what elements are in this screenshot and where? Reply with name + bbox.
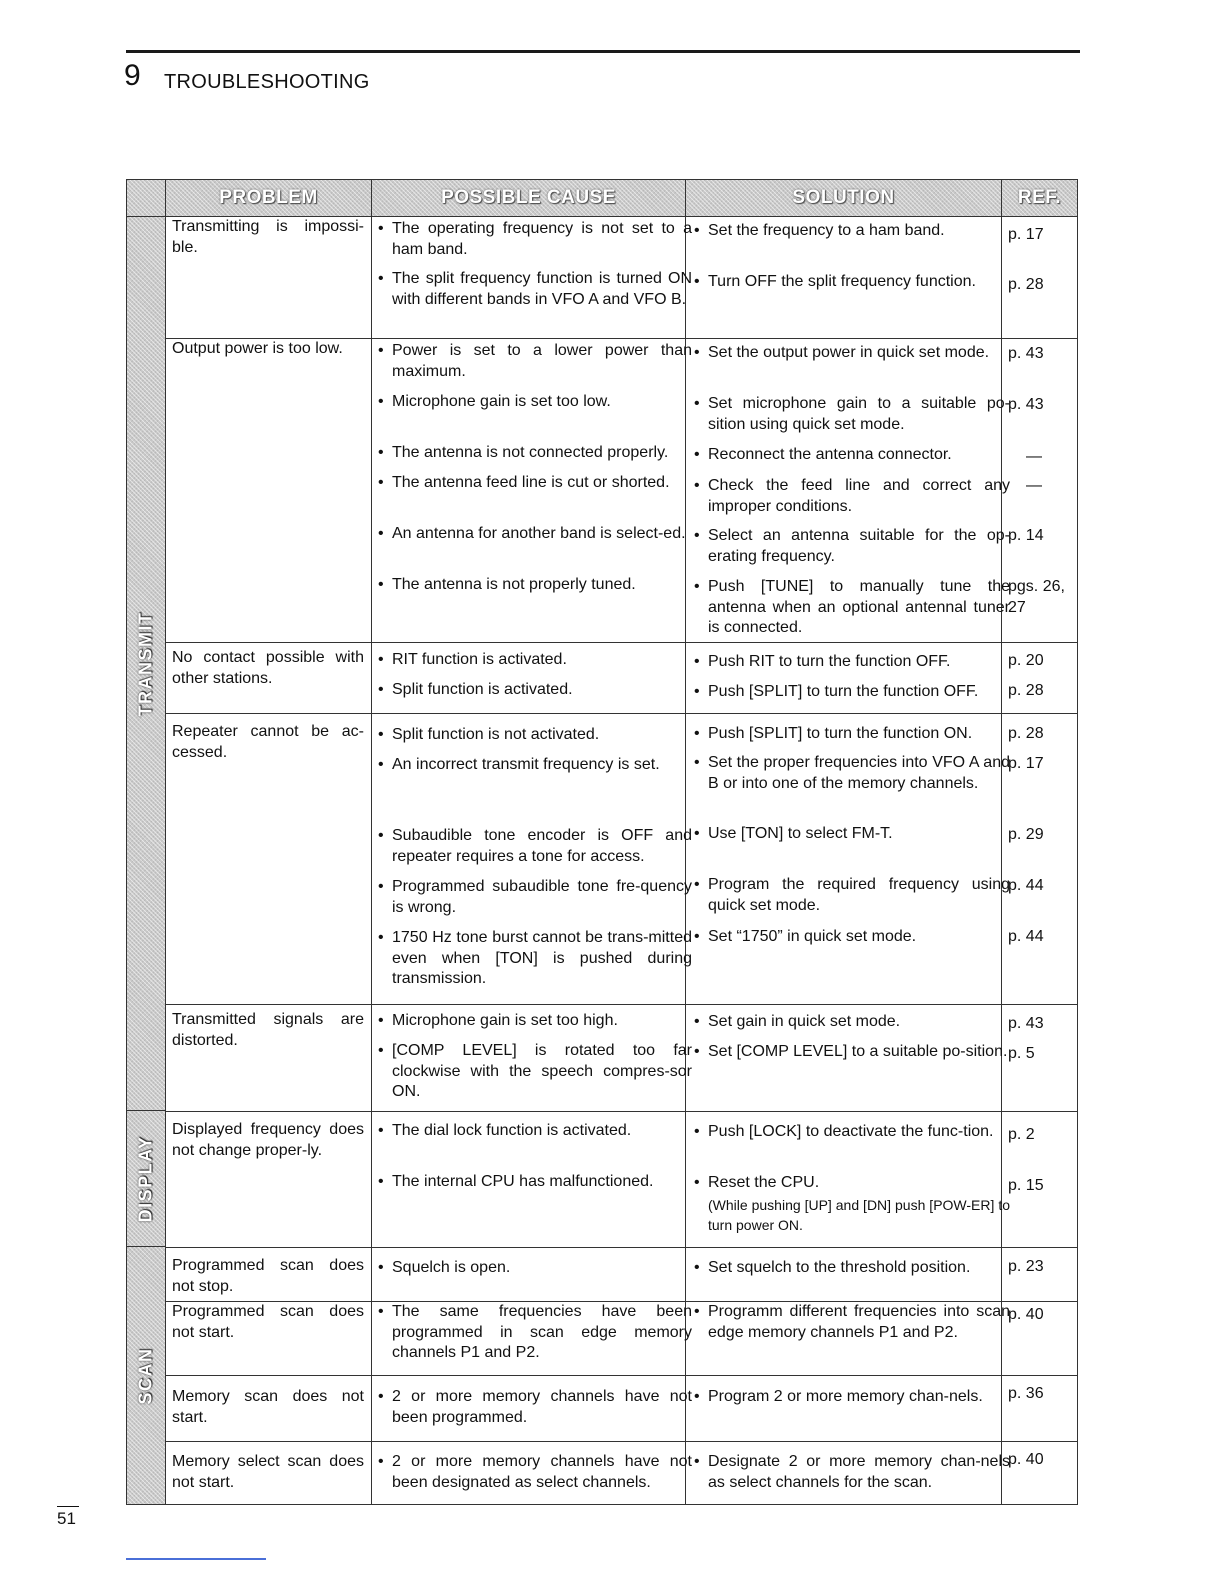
cause-item: • The internal CPU has malfunctioned. — [378, 1172, 692, 1193]
row-divider — [165, 1375, 1078, 1376]
cause-item: • Squelch is open. — [378, 1258, 692, 1279]
ref-cell: p. 44 — [1008, 928, 1044, 945]
ref-cell: p. 28 — [1008, 725, 1044, 742]
row-divider — [165, 1441, 1078, 1442]
solution-item: • Push [LOCK] to deactivate the func-tion. — [694, 1122, 1010, 1143]
solution-item: • Use [TON] to select FM-T. — [694, 824, 1010, 845]
cause-item: • 1750 Hz tone burst cannot be trans-mitted even when [TON] is pushed during transmission. — [378, 928, 692, 990]
cause-item: • An antenna for another band is select-ed. — [378, 524, 692, 545]
ref-cell: — — [1026, 448, 1042, 465]
page-number: 51 — [57, 1506, 79, 1529]
top-rule — [126, 50, 1080, 53]
cause-item: • The dial lock function is activated. — [378, 1121, 692, 1142]
problem-cell: No contact possible with other stations. — [172, 649, 364, 687]
solution-item: • Push [SPLIT] to turn the function ON. — [694, 724, 1010, 745]
ref-cell: — — [1026, 477, 1042, 494]
section-label-scan: SCAN — [135, 1346, 156, 1405]
solution-item: • Turn OFF the split frequency function. — [694, 272, 1010, 293]
ref-cell: p. 28 — [1008, 682, 1044, 699]
ref-cell: p. 43 — [1008, 345, 1044, 362]
solution-item: • Push [SPLIT] to turn the function OFF. — [694, 682, 1010, 703]
ref-cell: p. 40 — [1008, 1306, 1044, 1323]
ref-cell: p. 14 — [1008, 527, 1044, 544]
cause-item: • [COMP LEVEL] is rotated too far clockwise with the speech compres-sor ON. — [378, 1041, 692, 1103]
solution-item: • Select an antenna suitable for the op-erating frequency. — [694, 526, 1010, 567]
chapter-number: 9 — [124, 59, 141, 92]
ref-cell: p. 23 — [1008, 1258, 1044, 1275]
solution-item: • Set [COMP LEVEL] to a suitable po-sition. — [694, 1042, 1010, 1063]
cause-item: • The split frequency function is turned ON with different bands in VFO A and VFO B. — [378, 269, 692, 310]
troubleshooting-table — [126, 179, 1078, 1505]
solution-item: • Push RIT to turn the function OFF. — [694, 652, 1010, 673]
cause-item: • 2 or more memory channels have not been programmed. — [378, 1387, 692, 1428]
solution-note: (While pushing [UP] and [DN] push [POW-ER] to turn power ON. — [708, 1197, 1010, 1233]
footer-line — [126, 1558, 266, 1560]
cause-item: • Split function is not activated. — [378, 725, 692, 746]
ref-cell: p. 40 — [1008, 1451, 1044, 1468]
solution-item: • Programm different frequencies into scan edge memory channels P1 and P2. — [694, 1302, 1010, 1343]
cause-item: • The operating frequency is not set to a ham band. — [378, 219, 692, 260]
cause-item: • The same frequencies have been programmed in scan edge memory channels P1 and P2. — [378, 1302, 692, 1364]
solution-item: • Set “1750” in quick set mode. — [694, 927, 1010, 948]
row-divider — [165, 1111, 1078, 1112]
solution-item: • Designate 2 or more memory chan-nels as select channels for the scan. — [694, 1452, 1010, 1493]
row-divider — [165, 713, 1078, 714]
problem-cell: Transmitting is impossi-ble. — [172, 218, 364, 256]
row-divider — [165, 1004, 1078, 1005]
solution-item: • Program the required frequency using quick set mode. — [694, 875, 1010, 916]
cause-item: • Microphone gain is set too high. — [378, 1011, 692, 1032]
cause-item: • The antenna is not properly tuned. — [378, 575, 692, 596]
solution-item: • Set microphone gain to a suitable po-sition using quick set mode. — [694, 394, 1010, 435]
header-ref: REF. — [1017, 187, 1062, 208]
ref-cell: p. 5 — [1008, 1045, 1035, 1062]
ref-cell: pgs. 26, 27 — [1008, 578, 1065, 616]
header-corner — [127, 180, 166, 216]
ref-cell: p. 43 — [1008, 396, 1044, 413]
section-label-display: DISPLAY — [135, 1135, 156, 1222]
header-cause: POSSIBLE CAUSE — [372, 180, 686, 216]
solution-item: • Check the feed line and correct any improper conditions. — [694, 476, 1010, 517]
column-divider — [1077, 217, 1078, 1505]
cause-item: • Subaudible tone encoder is OFF and repeater requires a tone for access. — [378, 826, 692, 867]
ref-cell: p. 43 — [1008, 1015, 1044, 1032]
cause-item: • 2 or more memory channels have not been designated as select channels. — [378, 1452, 692, 1493]
cause-item: • Power is set to a lower power than maximum. — [378, 341, 692, 382]
section-scan — [126, 1247, 165, 1505]
header-solution: SOLUTION — [686, 180, 1002, 216]
problem-cell: Memory scan does not start. — [172, 1388, 364, 1426]
solution-item: • Set the output power in quick set mode. — [694, 343, 1010, 364]
solution-item: • Program 2 or more memory chan-nels. — [694, 1387, 1010, 1408]
problem-cell: Output power is too low. — [172, 340, 343, 357]
cause-item: • An incorrect transmit frequency is set. — [378, 755, 692, 776]
column-divider — [165, 217, 166, 1505]
ref-cell: p. 44 — [1008, 877, 1044, 894]
solution-item: • Set gain in quick set mode. — [694, 1012, 1010, 1033]
cause-item: • RIT function is activated. — [378, 650, 692, 671]
section-label-transmit: TRANSMIT — [135, 611, 156, 716]
cause-item: • Split function is activated. — [378, 680, 692, 701]
table-header — [126, 179, 1078, 217]
section-transmit — [126, 217, 165, 1111]
row-divider — [165, 1504, 1078, 1505]
section-display — [126, 1111, 165, 1247]
cause-item: • The antenna is not connected properly. — [378, 443, 692, 464]
solution-item: • Set the frequency to a ham band. — [694, 221, 1010, 242]
chapter-title: TROUBLESHOOTING — [164, 71, 370, 93]
header-problem: PROBLEM — [166, 180, 372, 216]
cause-item: • Programmed subaudible tone fre-quency is wrong. — [378, 877, 692, 918]
problem-cell: Programmed scan does not start. — [172, 1303, 364, 1341]
problem-cell: Displayed frequency does not change proper-ly. — [172, 1121, 364, 1159]
problem-cell: Repeater cannot be ac-cessed. — [172, 723, 364, 761]
solution-item: • Set squelch to the threshold position. — [694, 1258, 1010, 1279]
ref-cell: p. 2 — [1008, 1126, 1035, 1143]
ref-cell: p. 17 — [1008, 755, 1044, 772]
problem-cell: Memory select scan does not start. — [172, 1453, 364, 1491]
row-divider — [165, 642, 1078, 643]
ref-cell: p. 17 — [1008, 226, 1044, 243]
cause-item: • Microphone gain is set too low. — [378, 392, 692, 413]
ref-cell: p. 15 — [1008, 1177, 1044, 1194]
problem-cell: Programmed scan does not stop. — [172, 1257, 364, 1295]
ref-cell: p. 20 — [1008, 652, 1044, 669]
row-divider — [165, 1247, 1078, 1248]
ref-cell: p. 36 — [1008, 1385, 1044, 1402]
solution-item: • Reconnect the antenna connector. — [694, 445, 1010, 466]
ref-cell: p. 28 — [1008, 276, 1044, 293]
problem-cell: Transmitted signals are distorted. — [172, 1011, 364, 1049]
column-divider — [371, 217, 372, 1505]
cause-item: • The antenna feed line is cut or shorted. — [378, 473, 692, 494]
solution-item: • Reset the CPU. — [694, 1173, 1010, 1194]
solution-item: • Push [TUNE] to manually tune the antenna when an optional antennal tuner is connected. — [694, 577, 1010, 639]
ref-cell: p. 29 — [1008, 826, 1044, 843]
solution-item: • Set the proper frequencies into VFO A and B or into one of the memory channels. — [694, 753, 1010, 794]
